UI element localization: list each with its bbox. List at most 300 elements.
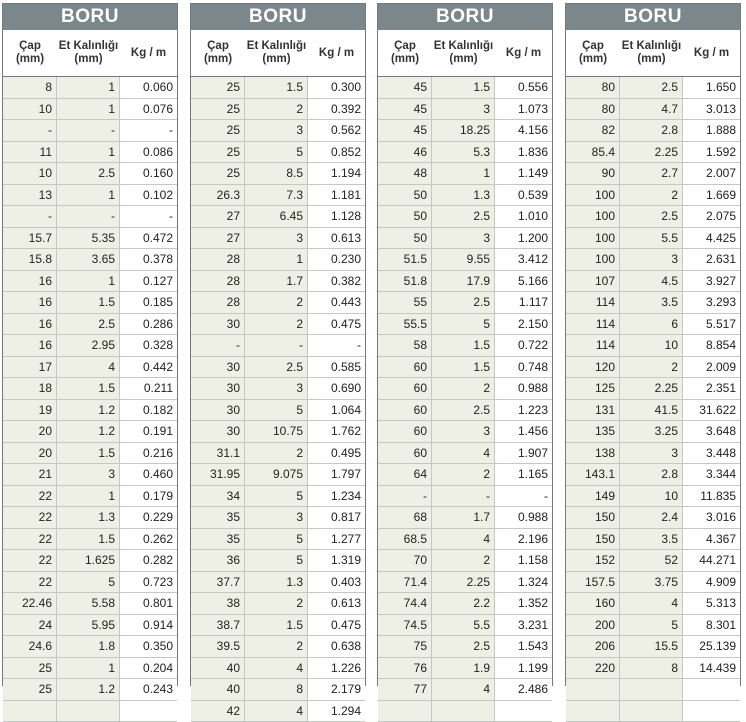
table-row	[566, 572, 740, 594]
cap-cell: 25	[191, 99, 245, 120]
kg-m-cell: 1.010	[495, 206, 552, 227]
kg-m-cell: 0.443	[308, 292, 365, 313]
kg-m-cell: 0.613	[308, 228, 365, 249]
cap-cell: 30	[191, 400, 245, 421]
table-row	[566, 357, 740, 379]
table-row	[3, 701, 177, 722]
cap-cell: 160	[566, 593, 620, 614]
cap-cell: 143.1	[566, 464, 620, 485]
et-kalinligi-cell: 2.5	[57, 314, 120, 335]
table-row	[378, 636, 552, 658]
et-kalinligi-cell: 2.8	[620, 120, 683, 141]
kg-m-header: Kg / m	[495, 30, 552, 76]
kg-m-cell: 4.425	[683, 228, 740, 249]
table-row	[3, 572, 177, 594]
table-row	[191, 357, 365, 379]
kg-m-cell: 0.328	[120, 335, 177, 356]
kg-m-cell: 2.075	[683, 206, 740, 227]
kg-m-cell: 1.669	[683, 185, 740, 206]
table-row	[378, 421, 552, 443]
kg-m-cell: 1.165	[495, 464, 552, 485]
table-row	[378, 292, 552, 314]
et-kalinligi-cell: 3.75	[620, 572, 683, 593]
cap-cell: 100	[566, 206, 620, 227]
table-row	[3, 206, 177, 228]
cap-cell: 19	[3, 400, 57, 421]
kg-m-cell: -	[308, 335, 365, 356]
table-row	[566, 271, 740, 293]
kg-m-cell: 3.293	[683, 292, 740, 313]
et-kalinligi-cell: 5.5	[432, 615, 495, 636]
et-kalinligi-cell: 2.5	[432, 636, 495, 657]
table-row	[378, 185, 552, 207]
kg-m-cell: 2.196	[495, 529, 552, 550]
kg-m-cell: 1.797	[308, 464, 365, 485]
kg-m-cell: 0.378	[120, 249, 177, 270]
table-row	[566, 400, 740, 422]
cap-cell: 20	[3, 421, 57, 442]
kg-m-cell: 1.149	[495, 163, 552, 184]
et-kalinligi-cell: 1	[57, 142, 120, 163]
kg-m-cell: 0.191	[120, 421, 177, 442]
cap-cell: 26.3	[191, 185, 245, 206]
cap-cell: 114	[566, 314, 620, 335]
cap-cell: 50	[378, 228, 432, 249]
et-kalinligi-cell: 2.5	[620, 206, 683, 227]
kg-m-cell: 2.179	[308, 679, 365, 700]
et-kalinligi-cell	[620, 679, 683, 700]
table-row	[191, 77, 365, 99]
et-kalinligi-cell: 3	[620, 443, 683, 464]
table-row	[378, 378, 552, 400]
et-kalinligi-cell: 10.75	[245, 421, 308, 442]
cap-cell: 35	[191, 529, 245, 550]
kg-m-cell: 0.852	[308, 142, 365, 163]
table-row	[378, 314, 552, 336]
et-kalinligi-cell: 1	[57, 99, 120, 120]
kg-m-cell: 0.076	[120, 99, 177, 120]
table-row	[191, 142, 365, 164]
kg-m-cell: 1.543	[495, 636, 552, 657]
kg-m-cell: 1.888	[683, 120, 740, 141]
cap-cell: 10	[3, 163, 57, 184]
kg-m-cell: 0.690	[308, 378, 365, 399]
kg-m-cell: 2.486	[495, 679, 552, 700]
kg-m-cell: 0.495	[308, 443, 365, 464]
table-row	[566, 593, 740, 615]
cap-cell: 15.7	[3, 228, 57, 249]
table-row	[3, 249, 177, 271]
kg-m-cell: -	[495, 486, 552, 507]
et-kalinligi-cell: 2.7	[620, 163, 683, 184]
cap-cell: 131	[566, 400, 620, 421]
table-row	[378, 615, 552, 637]
table-row	[3, 400, 177, 422]
table-row	[191, 507, 365, 529]
et-kalinligi-cell: 2	[245, 292, 308, 313]
kg-m-cell: 3.231	[495, 615, 552, 636]
kg-m-cell: 3.927	[683, 271, 740, 292]
kg-m-cell: 3.344	[683, 464, 740, 485]
cap-cell: 25	[191, 120, 245, 141]
et-kalinligi-cell: 18.25	[432, 120, 495, 141]
kg-m-cell: 0.585	[308, 357, 365, 378]
cap-cell: 18	[3, 378, 57, 399]
table-row	[3, 357, 177, 379]
et-kalinligi-cell: 4	[245, 701, 308, 722]
cap-cell: 107	[566, 271, 620, 292]
table-row	[3, 486, 177, 508]
cap-cell: 85.4	[566, 142, 620, 163]
cap-cell: 76	[378, 658, 432, 679]
cap-cell: 60	[378, 443, 432, 464]
table-row	[191, 120, 365, 142]
table-row	[566, 142, 740, 164]
cap-cell: 40	[191, 679, 245, 700]
cap-cell: 114	[566, 292, 620, 313]
kg-m-cell: 1.199	[495, 658, 552, 679]
et-kalinligi-cell: 2.5	[432, 400, 495, 421]
kg-m-cell: 4.909	[683, 572, 740, 593]
table-row	[378, 357, 552, 379]
table-row	[191, 464, 365, 486]
et-kalinligi-cell: 1.5	[245, 77, 308, 98]
boru-panel-4	[565, 3, 741, 686]
table-row	[566, 249, 740, 271]
kg-m-cell: 1.324	[495, 572, 552, 593]
et-kalinligi-cell: 3	[432, 421, 495, 442]
table-row	[378, 464, 552, 486]
kg-m-cell	[683, 701, 740, 722]
kg-m-cell: 3.412	[495, 249, 552, 270]
kg-m-cell: 3.013	[683, 99, 740, 120]
et-kalinligi-cell: 1.7	[432, 507, 495, 528]
table-row	[378, 228, 552, 250]
cap-cell: 157.5	[566, 572, 620, 593]
et-kalinligi-cell: 1.2	[57, 679, 120, 700]
kg-m-cell: 0.460	[120, 464, 177, 485]
kg-m-cell: 1.277	[308, 529, 365, 550]
cap-cell: 80	[566, 99, 620, 120]
cap-cell: 39.5	[191, 636, 245, 657]
header-row	[191, 30, 365, 77]
kg-m-cell: 0.230	[308, 249, 365, 270]
kg-m-cell: -	[120, 206, 177, 227]
et-kalinligi-cell: 9.55	[432, 249, 495, 270]
kg-m-cell: 4.156	[495, 120, 552, 141]
et-kalinligi-cell: 15.5	[620, 636, 683, 657]
cap-cell: 74.5	[378, 615, 432, 636]
et-kalinligi-cell: 3.5	[620, 529, 683, 550]
table-row	[566, 464, 740, 486]
cap-cell: -	[3, 120, 57, 141]
table-row	[3, 615, 177, 637]
cap-header: Çap (mm)	[191, 30, 245, 76]
table-row	[3, 77, 177, 99]
et-kalinligi-cell: 2	[432, 550, 495, 571]
et-kalinligi-cell: 1.5	[57, 443, 120, 464]
kg-m-cell: 0.160	[120, 163, 177, 184]
et-kalinligi-cell: 10	[620, 486, 683, 507]
cap-cell: 30	[191, 357, 245, 378]
kg-m-cell: 0.556	[495, 77, 552, 98]
cap-cell: 30	[191, 421, 245, 442]
kg-m-cell: 0.817	[308, 507, 365, 528]
kg-m-cell	[120, 701, 177, 722]
cap-cell: 150	[566, 507, 620, 528]
et-kalinligi-cell: 1	[57, 185, 120, 206]
cap-cell: 80	[566, 77, 620, 98]
table-row	[566, 99, 740, 121]
table-row	[566, 486, 740, 508]
kg-m-cell: 1.836	[495, 142, 552, 163]
et-kalinligi-cell: 3.5	[620, 292, 683, 313]
et-kalinligi-header: Et Kalınlığı (mm)	[620, 30, 683, 76]
et-kalinligi-cell: 52	[620, 550, 683, 571]
et-kalinligi-cell: 1.3	[245, 572, 308, 593]
cap-cell	[378, 701, 432, 722]
cap-cell: 114	[566, 335, 620, 356]
et-kalinligi-cell: 2.5	[245, 357, 308, 378]
kg-m-cell: 0.748	[495, 357, 552, 378]
table-row	[191, 249, 365, 271]
kg-m-cell: 2.351	[683, 378, 740, 399]
table-row	[3, 507, 177, 529]
cap-cell: 60	[378, 357, 432, 378]
panel-title: BORU	[191, 4, 365, 30]
kg-m-cell: 2.631	[683, 249, 740, 270]
kg-m-cell: 0.204	[120, 658, 177, 679]
kg-m-cell: 1.117	[495, 292, 552, 313]
table-row	[3, 185, 177, 207]
boru-panel-3	[377, 3, 553, 686]
et-kalinligi-cell: 10	[620, 335, 683, 356]
kg-m-cell: 0.638	[308, 636, 365, 657]
table-row	[566, 636, 740, 658]
et-kalinligi-cell: 1.9	[432, 658, 495, 679]
cap-cell: 70	[378, 550, 432, 571]
kg-m-cell: 0.539	[495, 185, 552, 206]
et-kalinligi-cell: 1.5	[432, 335, 495, 356]
cap-cell: 45	[378, 77, 432, 98]
cap-cell: 77	[378, 679, 432, 700]
table-row	[3, 593, 177, 615]
kg-m-cell: 1.319	[308, 550, 365, 571]
cap-cell: 42	[191, 701, 245, 722]
table-row	[3, 292, 177, 314]
table-row	[378, 99, 552, 121]
table-row	[3, 228, 177, 250]
table-row	[378, 249, 552, 271]
kg-m-header: Kg / m	[120, 30, 177, 76]
table-row	[378, 120, 552, 142]
et-kalinligi-cell: 2	[245, 636, 308, 657]
cap-cell: 50	[378, 206, 432, 227]
kg-m-cell: 1.294	[308, 701, 365, 722]
table-row	[191, 421, 365, 443]
cap-cell: 37.7	[191, 572, 245, 593]
table-row	[566, 378, 740, 400]
kg-m-cell: 8.301	[683, 615, 740, 636]
kg-m-cell: 1.226	[308, 658, 365, 679]
cap-cell: 25	[3, 679, 57, 700]
kg-m-cell: 0.102	[120, 185, 177, 206]
et-kalinligi-header: Et Kalınlığı (mm)	[57, 30, 120, 76]
et-kalinligi-cell: 1	[57, 271, 120, 292]
kg-m-cell: 5.517	[683, 314, 740, 335]
table-row	[3, 378, 177, 400]
kg-m-cell: 5.166	[495, 271, 552, 292]
kg-m-cell: 1.158	[495, 550, 552, 571]
cap-cell: 46	[378, 142, 432, 163]
et-kalinligi-cell: 2	[620, 357, 683, 378]
table-row	[378, 335, 552, 357]
et-kalinligi-cell: -	[57, 120, 120, 141]
table-row	[191, 163, 365, 185]
cap-cell: 60	[378, 400, 432, 421]
et-kalinligi-cell: 3	[432, 99, 495, 120]
table-row	[191, 593, 365, 615]
et-kalinligi-cell: 17.9	[432, 271, 495, 292]
kg-m-cell: 1.064	[308, 400, 365, 421]
et-kalinligi-cell: 5.58	[57, 593, 120, 614]
table-row	[3, 550, 177, 572]
et-kalinligi-cell: -	[432, 486, 495, 507]
et-kalinligi-cell: 1.5	[432, 77, 495, 98]
panel-title: BORU	[566, 4, 740, 30]
kg-m-cell: 0.127	[120, 271, 177, 292]
kg-m-cell: 2.150	[495, 314, 552, 335]
kg-m-cell: 1.194	[308, 163, 365, 184]
kg-m-cell: -	[120, 120, 177, 141]
table-row	[378, 550, 552, 572]
cap-header: Çap (mm)	[378, 30, 432, 76]
et-kalinligi-cell: 1	[57, 77, 120, 98]
et-kalinligi-cell: 9.075	[245, 464, 308, 485]
kg-m-cell: 0.216	[120, 443, 177, 464]
cap-cell: 120	[566, 357, 620, 378]
table-row	[191, 615, 365, 637]
kg-m-cell: 5.313	[683, 593, 740, 614]
table-row	[566, 443, 740, 465]
et-kalinligi-cell: 4.5	[620, 271, 683, 292]
kg-m-cell: 1.128	[308, 206, 365, 227]
et-kalinligi-cell: 5	[245, 142, 308, 163]
table-row	[191, 228, 365, 250]
et-kalinligi-cell: 6	[620, 314, 683, 335]
table-row	[378, 400, 552, 422]
kg-m-cell	[495, 701, 552, 722]
cap-cell: 150	[566, 529, 620, 550]
table-row	[3, 421, 177, 443]
et-kalinligi-cell: 2.4	[620, 507, 683, 528]
et-kalinligi-cell: 1.5	[432, 357, 495, 378]
et-kalinligi-cell	[57, 701, 120, 722]
et-kalinligi-cell: 2	[245, 99, 308, 120]
table-row	[191, 335, 365, 357]
kg-m-cell: 1.073	[495, 99, 552, 120]
table-row	[191, 572, 365, 594]
et-kalinligi-cell: 1	[57, 486, 120, 507]
table-row	[3, 679, 177, 701]
table-row	[3, 120, 177, 142]
kg-m-cell: 0.350	[120, 636, 177, 657]
et-kalinligi-cell: 5	[245, 529, 308, 550]
table-row	[378, 572, 552, 594]
table-row	[566, 615, 740, 637]
cap-cell: 20	[3, 443, 57, 464]
kg-m-cell: 1.200	[495, 228, 552, 249]
table-row	[566, 314, 740, 336]
et-kalinligi-cell	[432, 701, 495, 722]
table-row	[566, 550, 740, 572]
et-kalinligi-cell: 1.3	[432, 185, 495, 206]
table-row	[3, 163, 177, 185]
table-row	[378, 443, 552, 465]
et-kalinligi-cell: 5.3	[432, 142, 495, 163]
cap-cell: 100	[566, 185, 620, 206]
table-row	[3, 464, 177, 486]
table-row	[191, 550, 365, 572]
cap-cell: 31.1	[191, 443, 245, 464]
et-kalinligi-cell: 2.2	[432, 593, 495, 614]
cap-cell: 50	[378, 185, 432, 206]
cap-cell: -	[3, 206, 57, 227]
cap-cell: 10	[3, 99, 57, 120]
et-kalinligi-cell: 4	[432, 443, 495, 464]
cap-cell: 16	[3, 271, 57, 292]
kg-m-cell: 0.442	[120, 357, 177, 378]
kg-m-cell: 8.854	[683, 335, 740, 356]
et-kalinligi-cell: 4	[620, 593, 683, 614]
kg-m-cell: 0.475	[308, 314, 365, 335]
cap-cell: 58	[378, 335, 432, 356]
cap-cell: 100	[566, 249, 620, 270]
kg-m-cell: 0.562	[308, 120, 365, 141]
table-row	[3, 335, 177, 357]
kg-m-cell: 11.835	[683, 486, 740, 507]
cap-cell: 11	[3, 142, 57, 163]
et-kalinligi-cell: 5	[245, 486, 308, 507]
kg-m-cell: 1.762	[308, 421, 365, 442]
cap-cell: 30	[191, 378, 245, 399]
kg-m-cell: 0.392	[308, 99, 365, 120]
cap-cell	[566, 679, 620, 700]
table-row	[566, 228, 740, 250]
et-kalinligi-cell: 5.5	[620, 228, 683, 249]
kg-m-cell: 3.648	[683, 421, 740, 442]
cap-cell: 68.5	[378, 529, 432, 550]
header-row	[3, 30, 177, 77]
table-row	[191, 529, 365, 551]
et-kalinligi-cell: 1.3	[57, 507, 120, 528]
table-row	[191, 400, 365, 422]
et-kalinligi-cell: 2.95	[57, 335, 120, 356]
cap-cell: 22	[3, 529, 57, 550]
table-row	[3, 271, 177, 293]
kg-m-cell: 1.234	[308, 486, 365, 507]
table-row	[191, 679, 365, 701]
table-row	[378, 77, 552, 99]
cap-cell: 31.95	[191, 464, 245, 485]
et-kalinligi-cell: 5.35	[57, 228, 120, 249]
table-row	[566, 335, 740, 357]
cap-cell: -	[378, 486, 432, 507]
cap-cell: 22	[3, 486, 57, 507]
cap-cell	[566, 701, 620, 722]
table-row	[3, 529, 177, 551]
et-kalinligi-cell: 5	[245, 400, 308, 421]
